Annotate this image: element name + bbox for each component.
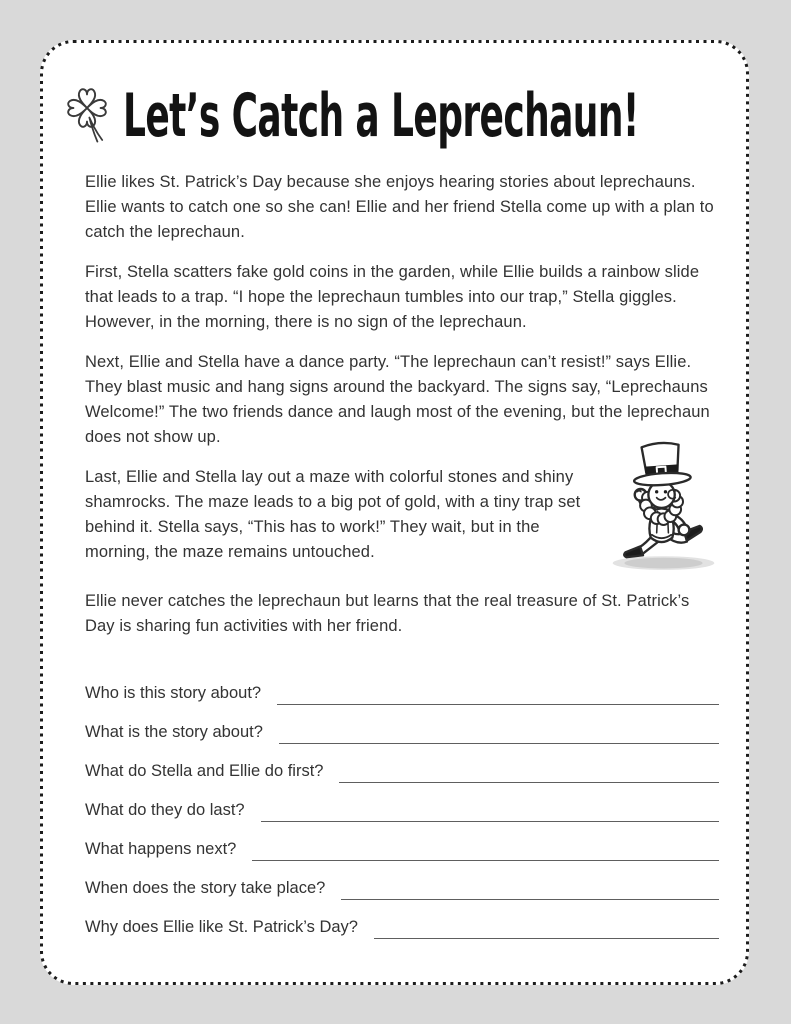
question-label: What do Stella and Ellie do first? bbox=[85, 762, 324, 780]
question-row-6 bbox=[85, 874, 719, 900]
question-row-3 bbox=[85, 757, 719, 783]
question-row-2 bbox=[85, 718, 719, 744]
worksheet-title bbox=[123, 78, 791, 154]
questions-section bbox=[85, 679, 719, 939]
worksheet-page bbox=[40, 40, 749, 985]
worksheet-title-text: Let’s Catch a Leprechaun! bbox=[123, 81, 639, 151]
answer-line bbox=[252, 838, 719, 861]
answer-line bbox=[277, 682, 719, 705]
question-row-4 bbox=[85, 796, 719, 822]
worksheet-content bbox=[40, 40, 749, 939]
story-paragraph-1: Ellie likes St. Patrick’s Day because she enjoys hearing stories about leprechauns. Ellie wants to catch one so she can! Ellie and her friend Stella come up with a plan to catch the leprechaun. bbox=[85, 173, 714, 241]
leprechaun-illustration bbox=[593, 465, 719, 572]
question-label: Why does Ellie like St. Patrick’s Day? bbox=[85, 918, 358, 936]
worksheet-header bbox=[63, 78, 719, 154]
story-paragraph-2: First, Stella scatters fake gold coins in the garden, while Ellie builds a rainbow slide that leads to a trap. “I hope the leprechaun tumbles into our trap,” Stella giggles. However, in the morning, there is no sign of the leprechaun. bbox=[85, 263, 700, 331]
four-leaf-clover-icon bbox=[63, 82, 111, 150]
answer-line bbox=[279, 721, 719, 744]
story-paragraph-3: Next, Ellie and Stella have a dance party. “The leprechaun can’t resist!” says Ellie. They blast music and hang signs around the backyard. The signs say, “Leprechauns Welcome!” The two friends dance and laugh most of the evening, but the leprechaun does not show up. bbox=[85, 353, 710, 446]
question-row-1 bbox=[85, 679, 719, 705]
question-label: When does the story take place? bbox=[85, 879, 326, 897]
story-paragraph-4: Last, Ellie and Stella lay out a maze with colorful stones and shiny shamrocks. The maze leads to a big pot of gold, with a tiny trap set behind it. Stella says, “This has to work!” They wait, but in the morning, the maze remains untouched. bbox=[85, 468, 581, 561]
story-paragraph-5: Ellie never catches the leprechaun but learns that the real treasure of St. Patrick’s Day is sharing fun activities with her friend. bbox=[85, 592, 690, 635]
question-label: Who is this story about? bbox=[85, 684, 262, 702]
answer-line bbox=[341, 877, 719, 900]
story-paragraph-4-row bbox=[85, 465, 719, 572]
running-leprechaun-icon bbox=[603, 438, 725, 572]
story-section bbox=[85, 170, 719, 639]
answer-line bbox=[339, 760, 719, 783]
answer-line bbox=[261, 799, 719, 822]
question-label: What is the story about? bbox=[85, 723, 263, 741]
question-row-5 bbox=[85, 835, 719, 861]
question-label: What do they do last? bbox=[85, 801, 245, 819]
question-label: What happens next? bbox=[85, 840, 237, 858]
answer-line bbox=[374, 916, 719, 939]
question-row-7 bbox=[85, 913, 719, 939]
